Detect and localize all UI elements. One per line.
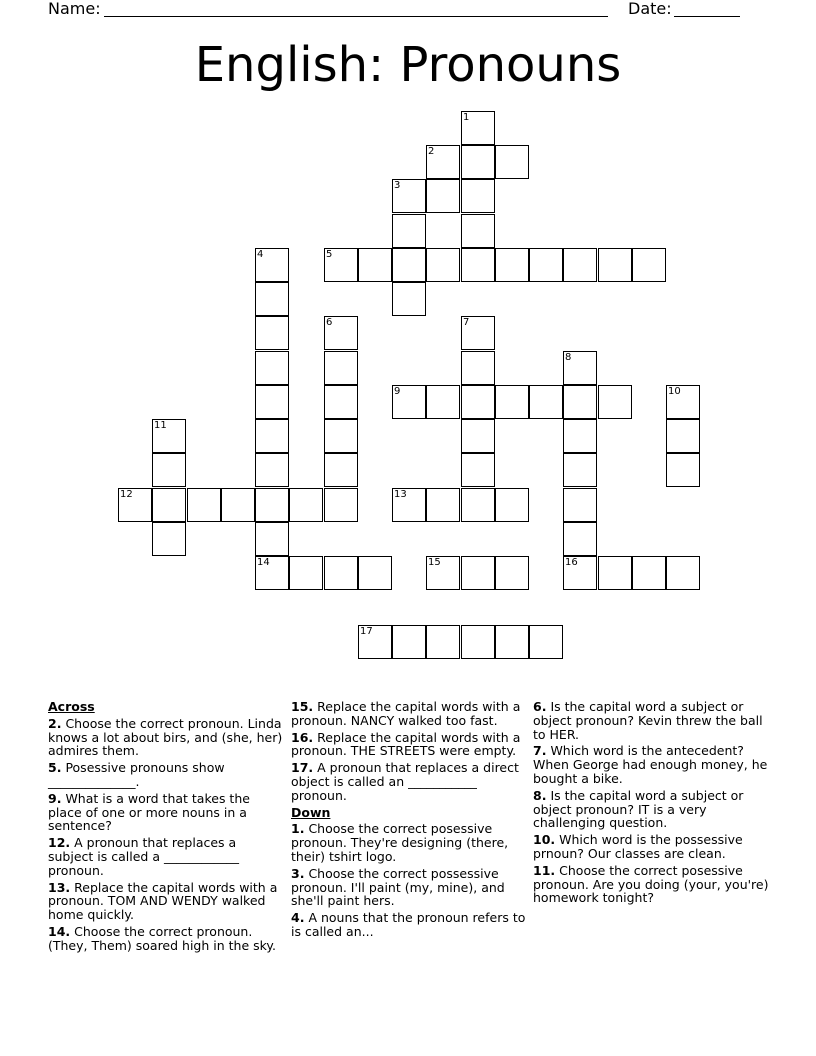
crossword-cell[interactable] (392, 282, 426, 316)
crossword-cell[interactable] (152, 522, 186, 556)
clue-number: 1 (463, 112, 470, 123)
crossword-cell[interactable] (632, 248, 666, 282)
crossword-cell[interactable] (324, 488, 358, 522)
date-label: Date: (628, 0, 672, 18)
clue-item-text: What is a word that takes the place of one or more nouns in a sentence? (48, 790, 250, 834)
clue-item-number: 14. (48, 923, 71, 939)
clue-item-number: 12. (48, 835, 71, 851)
clue-item-text: Replace the capital words with a pronoun. NANCY walked too fast. (291, 699, 521, 728)
crossword-cell[interactable] (358, 556, 392, 590)
crossword-cell[interactable] (495, 556, 529, 590)
clue-item (291, 867, 527, 908)
crossword-cell[interactable] (666, 556, 700, 590)
crossword-cell[interactable] (529, 625, 563, 659)
clues-column-1 (48, 700, 284, 956)
crossword-cell[interactable] (563, 522, 597, 556)
crossword-cell[interactable] (666, 453, 700, 487)
clue-number: 15 (428, 557, 441, 568)
clue-item (48, 717, 284, 758)
clue-number: 11 (154, 420, 167, 431)
crossword-cell[interactable] (666, 419, 700, 453)
clue-item-text: Posessive pronouns show ______________. (48, 760, 225, 789)
clue-item-text: A nouns that the pronoun refers to is called an... (291, 910, 526, 939)
clue-item (291, 761, 527, 802)
clue-number: 9 (394, 386, 401, 397)
clue-item (533, 789, 769, 830)
clue-item (291, 731, 527, 759)
crossword-cell[interactable] (255, 453, 289, 487)
crossword-cell[interactable] (461, 179, 495, 213)
crossword-cell[interactable] (324, 385, 358, 419)
crossword-cell[interactable] (495, 488, 529, 522)
crossword-cell[interactable] (461, 625, 495, 659)
clue-item-text: Replace the capital words with a pronoun. THE STREETS were empty. (291, 729, 521, 759)
clue-item (533, 864, 769, 905)
clue-item (48, 881, 284, 922)
clue-item-text: Choose the correct pronoun. Linda knows a lot about birs, and (she, her) admires them. (48, 715, 283, 759)
crossword-cell[interactable] (426, 385, 460, 419)
clue-item-number: 2. (48, 715, 62, 731)
clue-item-text: A pronoun that replaces a subject is called a ____________ pronoun. (48, 835, 239, 878)
clues-column-3 (533, 700, 769, 908)
crossword-cell[interactable] (495, 625, 529, 659)
clue-item-number: 1. (291, 821, 305, 837)
crossword-cell[interactable] (255, 351, 289, 385)
clue-item-number: 10. (533, 832, 556, 848)
crossword-cell[interactable] (563, 385, 597, 419)
clue-number: 6 (326, 317, 333, 328)
crossword-cell[interactable] (461, 385, 495, 419)
clue-item-number: 3. (291, 865, 305, 881)
name-label: Name: (48, 0, 101, 18)
crossword-cell[interactable] (461, 145, 495, 179)
crossword-cell[interactable] (461, 214, 495, 248)
crossword-cell[interactable] (426, 625, 460, 659)
crossword-cell[interactable] (255, 385, 289, 419)
crossword-cell[interactable] (187, 488, 221, 522)
crossword-cell[interactable] (495, 248, 529, 282)
clue-item-text: A pronoun that replaces a direct object is called an ___________ pronoun. (291, 760, 519, 803)
crossword-cell[interactable] (426, 179, 460, 213)
clue-item-number: 13. (48, 879, 71, 895)
clue-item-number: 8. (533, 787, 547, 803)
crossword-cell[interactable] (324, 556, 358, 590)
clue-number: 17 (360, 626, 373, 637)
clue-number: 12 (120, 489, 133, 500)
crossword-cell[interactable] (461, 453, 495, 487)
crossword-cell[interactable] (426, 488, 460, 522)
crossword-cell[interactable] (461, 419, 495, 453)
clue-item-text: Replace the capital words with a pronoun. TOM AND WENDY walked home quickly. (48, 879, 278, 923)
clue-item-number: 4. (291, 910, 305, 926)
crossword-cell[interactable] (255, 282, 289, 316)
crossword-cell[interactable] (255, 522, 289, 556)
crossword-cell[interactable] (255, 316, 289, 350)
crossword-cell[interactable] (563, 453, 597, 487)
clue-number: 7 (463, 317, 470, 328)
clue-item-text: Is the capital word a subject or object pronoun? Kevin threw the ball to HER. (533, 699, 763, 742)
crossword-cell[interactable] (529, 385, 563, 419)
crossword-cell[interactable] (324, 419, 358, 453)
crossword-cell[interactable] (598, 385, 632, 419)
crossword-cell[interactable] (289, 556, 323, 590)
crossword-cell[interactable] (324, 453, 358, 487)
clue-number: 4 (257, 249, 264, 260)
clues-column-2 (291, 700, 527, 942)
page-title: English: Pronouns (194, 37, 622, 93)
crossword-cell[interactable] (358, 248, 392, 282)
clue-item (533, 700, 769, 741)
crossword-cell[interactable] (152, 453, 186, 487)
clue-number: 2 (428, 146, 435, 157)
crossword-cell[interactable] (392, 625, 426, 659)
clue-number: 16 (565, 557, 578, 568)
clue-item-number: 11. (533, 862, 556, 878)
clue-number: 14 (257, 557, 270, 568)
crossword-cell[interactable] (495, 385, 529, 419)
crossword-cell[interactable] (598, 556, 632, 590)
clue-item (48, 836, 284, 877)
crossword-cell[interactable] (598, 248, 632, 282)
clue-item-number: 5. (48, 760, 62, 776)
clue-item-number: 15. (291, 699, 314, 714)
clue-number: 13 (394, 489, 407, 500)
crossword-cell[interactable] (461, 556, 495, 590)
clue-item (48, 792, 284, 833)
crossword-cell[interactable] (152, 488, 186, 522)
clue-item-text: Is the capital word a subject or object pronoun? IT is a very challenging question. (533, 787, 744, 831)
clues-section (48, 700, 778, 1000)
crossword-cell[interactable] (289, 488, 323, 522)
clue-number: 8 (565, 352, 572, 363)
clue-item-number: 9. (48, 790, 62, 806)
clue-item (533, 833, 769, 861)
crossword-cell[interactable] (221, 488, 255, 522)
clue-item-text: Choose the correct posessive pronoun. Are you doing (your, you're) homework tonight? (533, 862, 769, 906)
clue-item (291, 700, 527, 728)
crossword-cell[interactable] (461, 488, 495, 522)
crossword-cell[interactable] (461, 351, 495, 385)
clue-item-number: 7. (533, 743, 547, 759)
clue-item-text: Which word is the possessive prnoun? Our classes are clean. (533, 832, 743, 861)
crossword-cell[interactable] (563, 419, 597, 453)
clue-number: 3 (394, 180, 401, 191)
crossword-cell[interactable] (461, 248, 495, 282)
clue-item (291, 911, 527, 939)
clue-item-number: 16. (291, 729, 314, 745)
clue-item (48, 761, 284, 789)
clue-item-text: Choose the correct possessive pronoun. I'll paint (my, mine), and she'll paint hers. (291, 865, 505, 909)
clue-number: 10 (668, 386, 681, 397)
clue-number: 5 (326, 249, 333, 260)
crossword-cell[interactable] (563, 248, 597, 282)
crossword-cell[interactable] (495, 145, 529, 179)
clue-item (291, 822, 527, 863)
crossword-cell[interactable] (392, 214, 426, 248)
across-heading: Across (48, 699, 95, 714)
crossword-cell[interactable] (632, 556, 666, 590)
crossword-cell[interactable] (324, 351, 358, 385)
clue-item (533, 744, 769, 785)
clue-item-number: 6. (533, 699, 547, 714)
crossword-cell[interactable] (255, 488, 289, 522)
crossword-cell[interactable] (426, 248, 460, 282)
clue-item (48, 925, 284, 953)
crossword-cell[interactable] (392, 248, 426, 282)
clue-item-text: Choose the correct posessive pronoun. They're designing (there, their) tshirt logo. (291, 821, 509, 864)
down-heading: Down (291, 804, 331, 820)
clue-item-text: Choose the correct pronoun. (They, Them) soared high in the sky. (48, 923, 277, 953)
crossword-cell[interactable] (255, 419, 289, 453)
crossword-cell[interactable] (563, 488, 597, 522)
crossword-cell[interactable] (529, 248, 563, 282)
clue-item-number: 17. (291, 760, 314, 776)
clue-item-text: Which word is the antecedent? When George had enough money, he bought a bike. (533, 743, 768, 786)
